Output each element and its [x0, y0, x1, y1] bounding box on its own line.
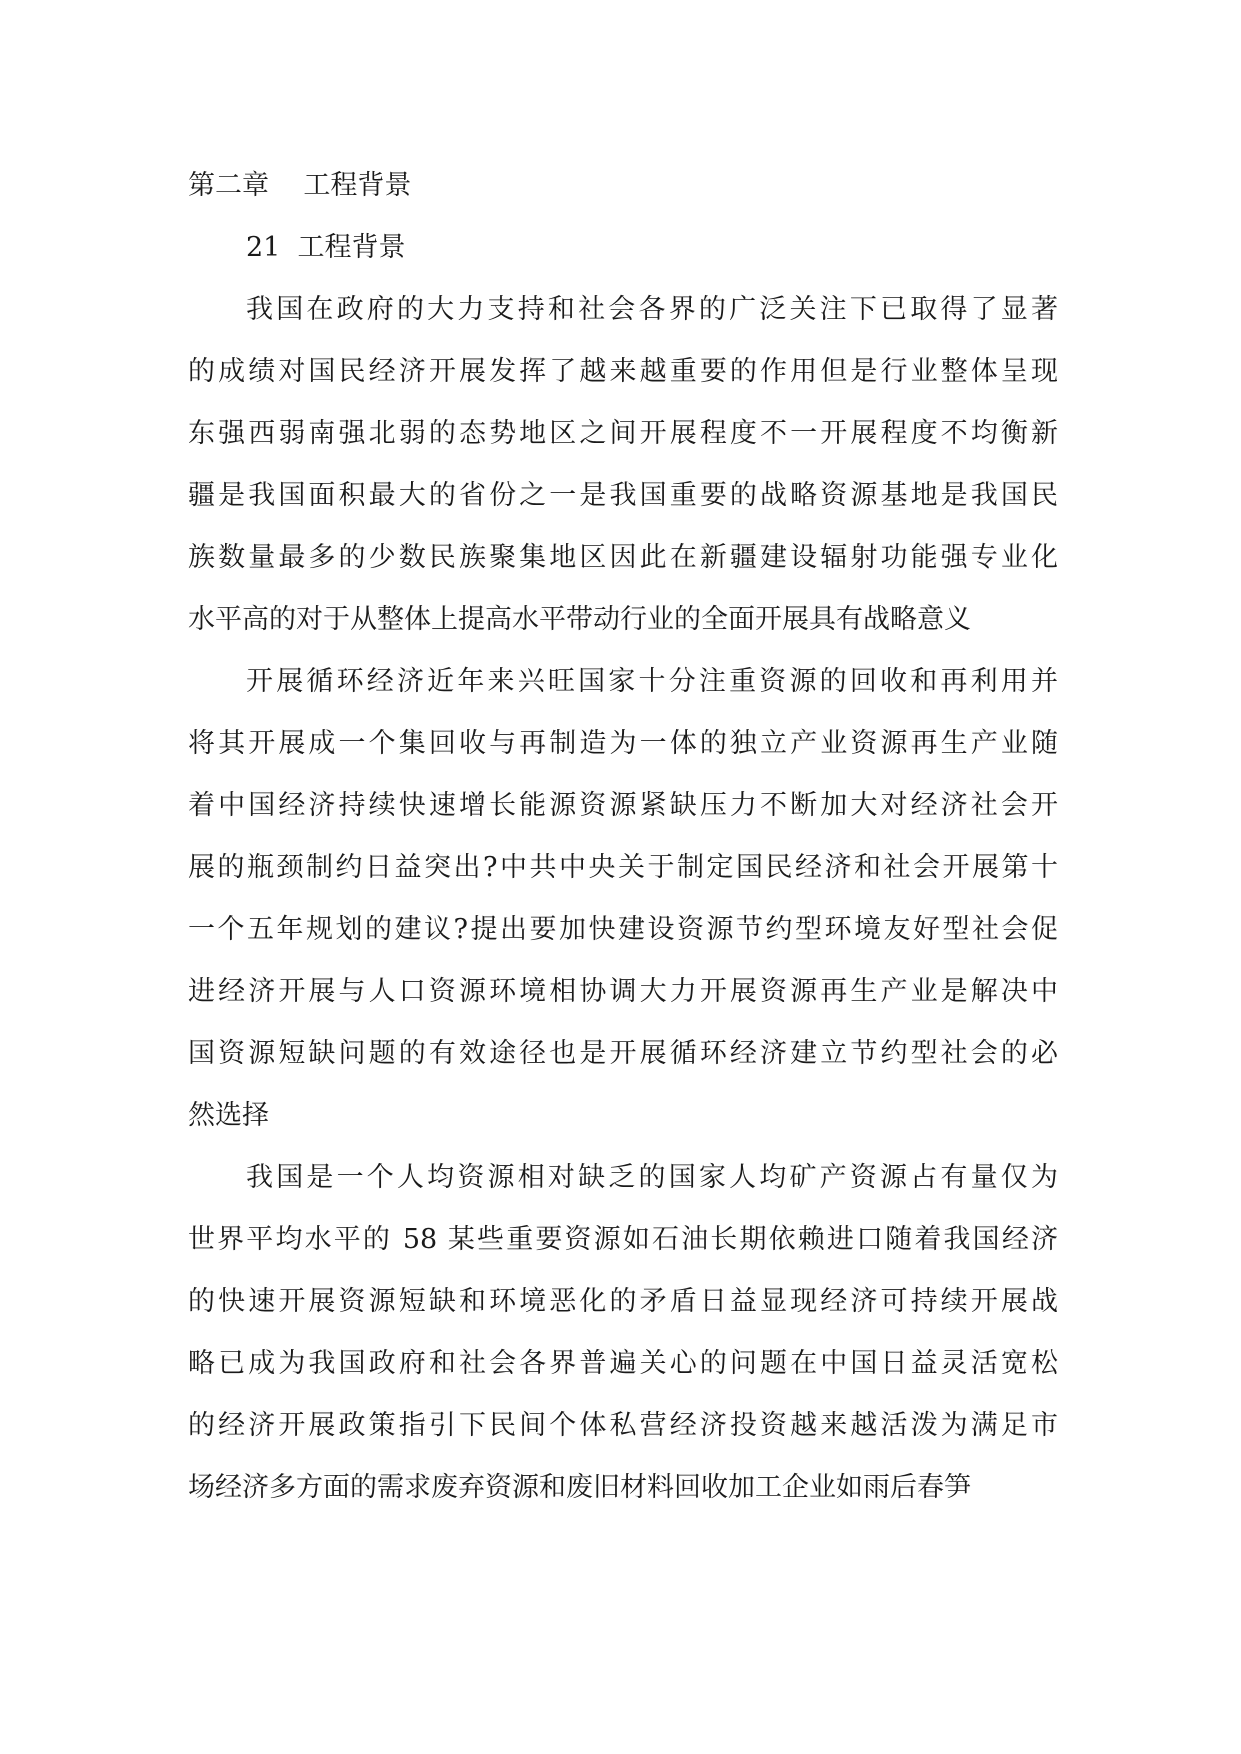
document-body [188, 155, 1058, 1519]
paragraph-line: 东强西弱南强北弱的态势地区之间开展程度不一开展程度不均衡新 [188, 418, 1058, 449]
paragraph-line: 着中国经济持续快速增长能源资源紧缺压力不断加大对经济社会开 [188, 790, 1058, 821]
paragraph-line: 的经济开展政策指引下民间个体私营经济投资越来越活泼为满足市 [188, 1410, 1058, 1441]
paragraph-line: 疆是我国面积最大的省份之一是我国重要的战略资源基地是我国民 [188, 480, 1058, 511]
paragraph-line: 开展循环经济近年来兴旺国家十分注重资源的回收和再利用并 [246, 666, 1058, 697]
paragraph-line: 展的瓶颈制约日益突出?中共中央关于制定国民经济和社会开展第十 [188, 852, 1058, 883]
paragraph [188, 651, 1058, 1147]
paragraph [188, 1147, 1058, 1519]
paragraph-line: 的成绩对国民经济开展发挥了越来越重要的作用但是行业整体呈现 [188, 356, 1058, 387]
paragraph-line: 水平高的对于从整体上提高水平带动行业的全面开展具有战略意义 [188, 604, 971, 635]
paragraph-line: 然选择 [188, 1100, 269, 1131]
paragraph-line: 我国是一个人均资源相对缺乏的国家人均矿产资源占有量仅为 [246, 1162, 1058, 1193]
paragraph-line: 场经济多方面的需求废弃资源和废旧材料回收加工企业如雨后春笋 [188, 1472, 971, 1503]
paragraph-line: 的快速开展资源短缺和环境恶化的矛盾日益显现经济可持续开展战 [188, 1286, 1058, 1317]
paragraphs [188, 279, 1058, 1519]
paragraph-line: 略已成为我国政府和社会各界普遍关心的问题在中国日益灵活宽松 [188, 1348, 1058, 1379]
paragraph-line: 进经济开展与人口资源环境相协调大力开展资源再生产业是解决中 [188, 976, 1058, 1007]
paragraph-line: 族数量最多的少数民族聚集地区因此在新疆建设辐射功能强专业化 [188, 542, 1058, 573]
paragraph-line: 一个五年规划的建议?提出要加快建设资源节约型环境友好型社会促 [188, 914, 1058, 945]
section-title: 21 工程背景 [246, 232, 406, 263]
paragraph [188, 279, 1058, 651]
paragraph-line: 我国在政府的大力支持和社会各界的广泛关注下已取得了显著 [246, 294, 1058, 325]
paragraph-line: 国资源短缺问题的有效途径也是开展循环经济建立节约型社会的必 [188, 1038, 1058, 1069]
chapter-title: 第二章 工程背景 [188, 170, 412, 201]
paragraph-line: 将其开展成一个集回收与再制造为一体的独立产业资源再生产业随 [188, 728, 1058, 759]
paragraph-line: 世界平均水平的 58 某些重要资源如石油长期依赖进口随着我国经济 [188, 1224, 1058, 1255]
